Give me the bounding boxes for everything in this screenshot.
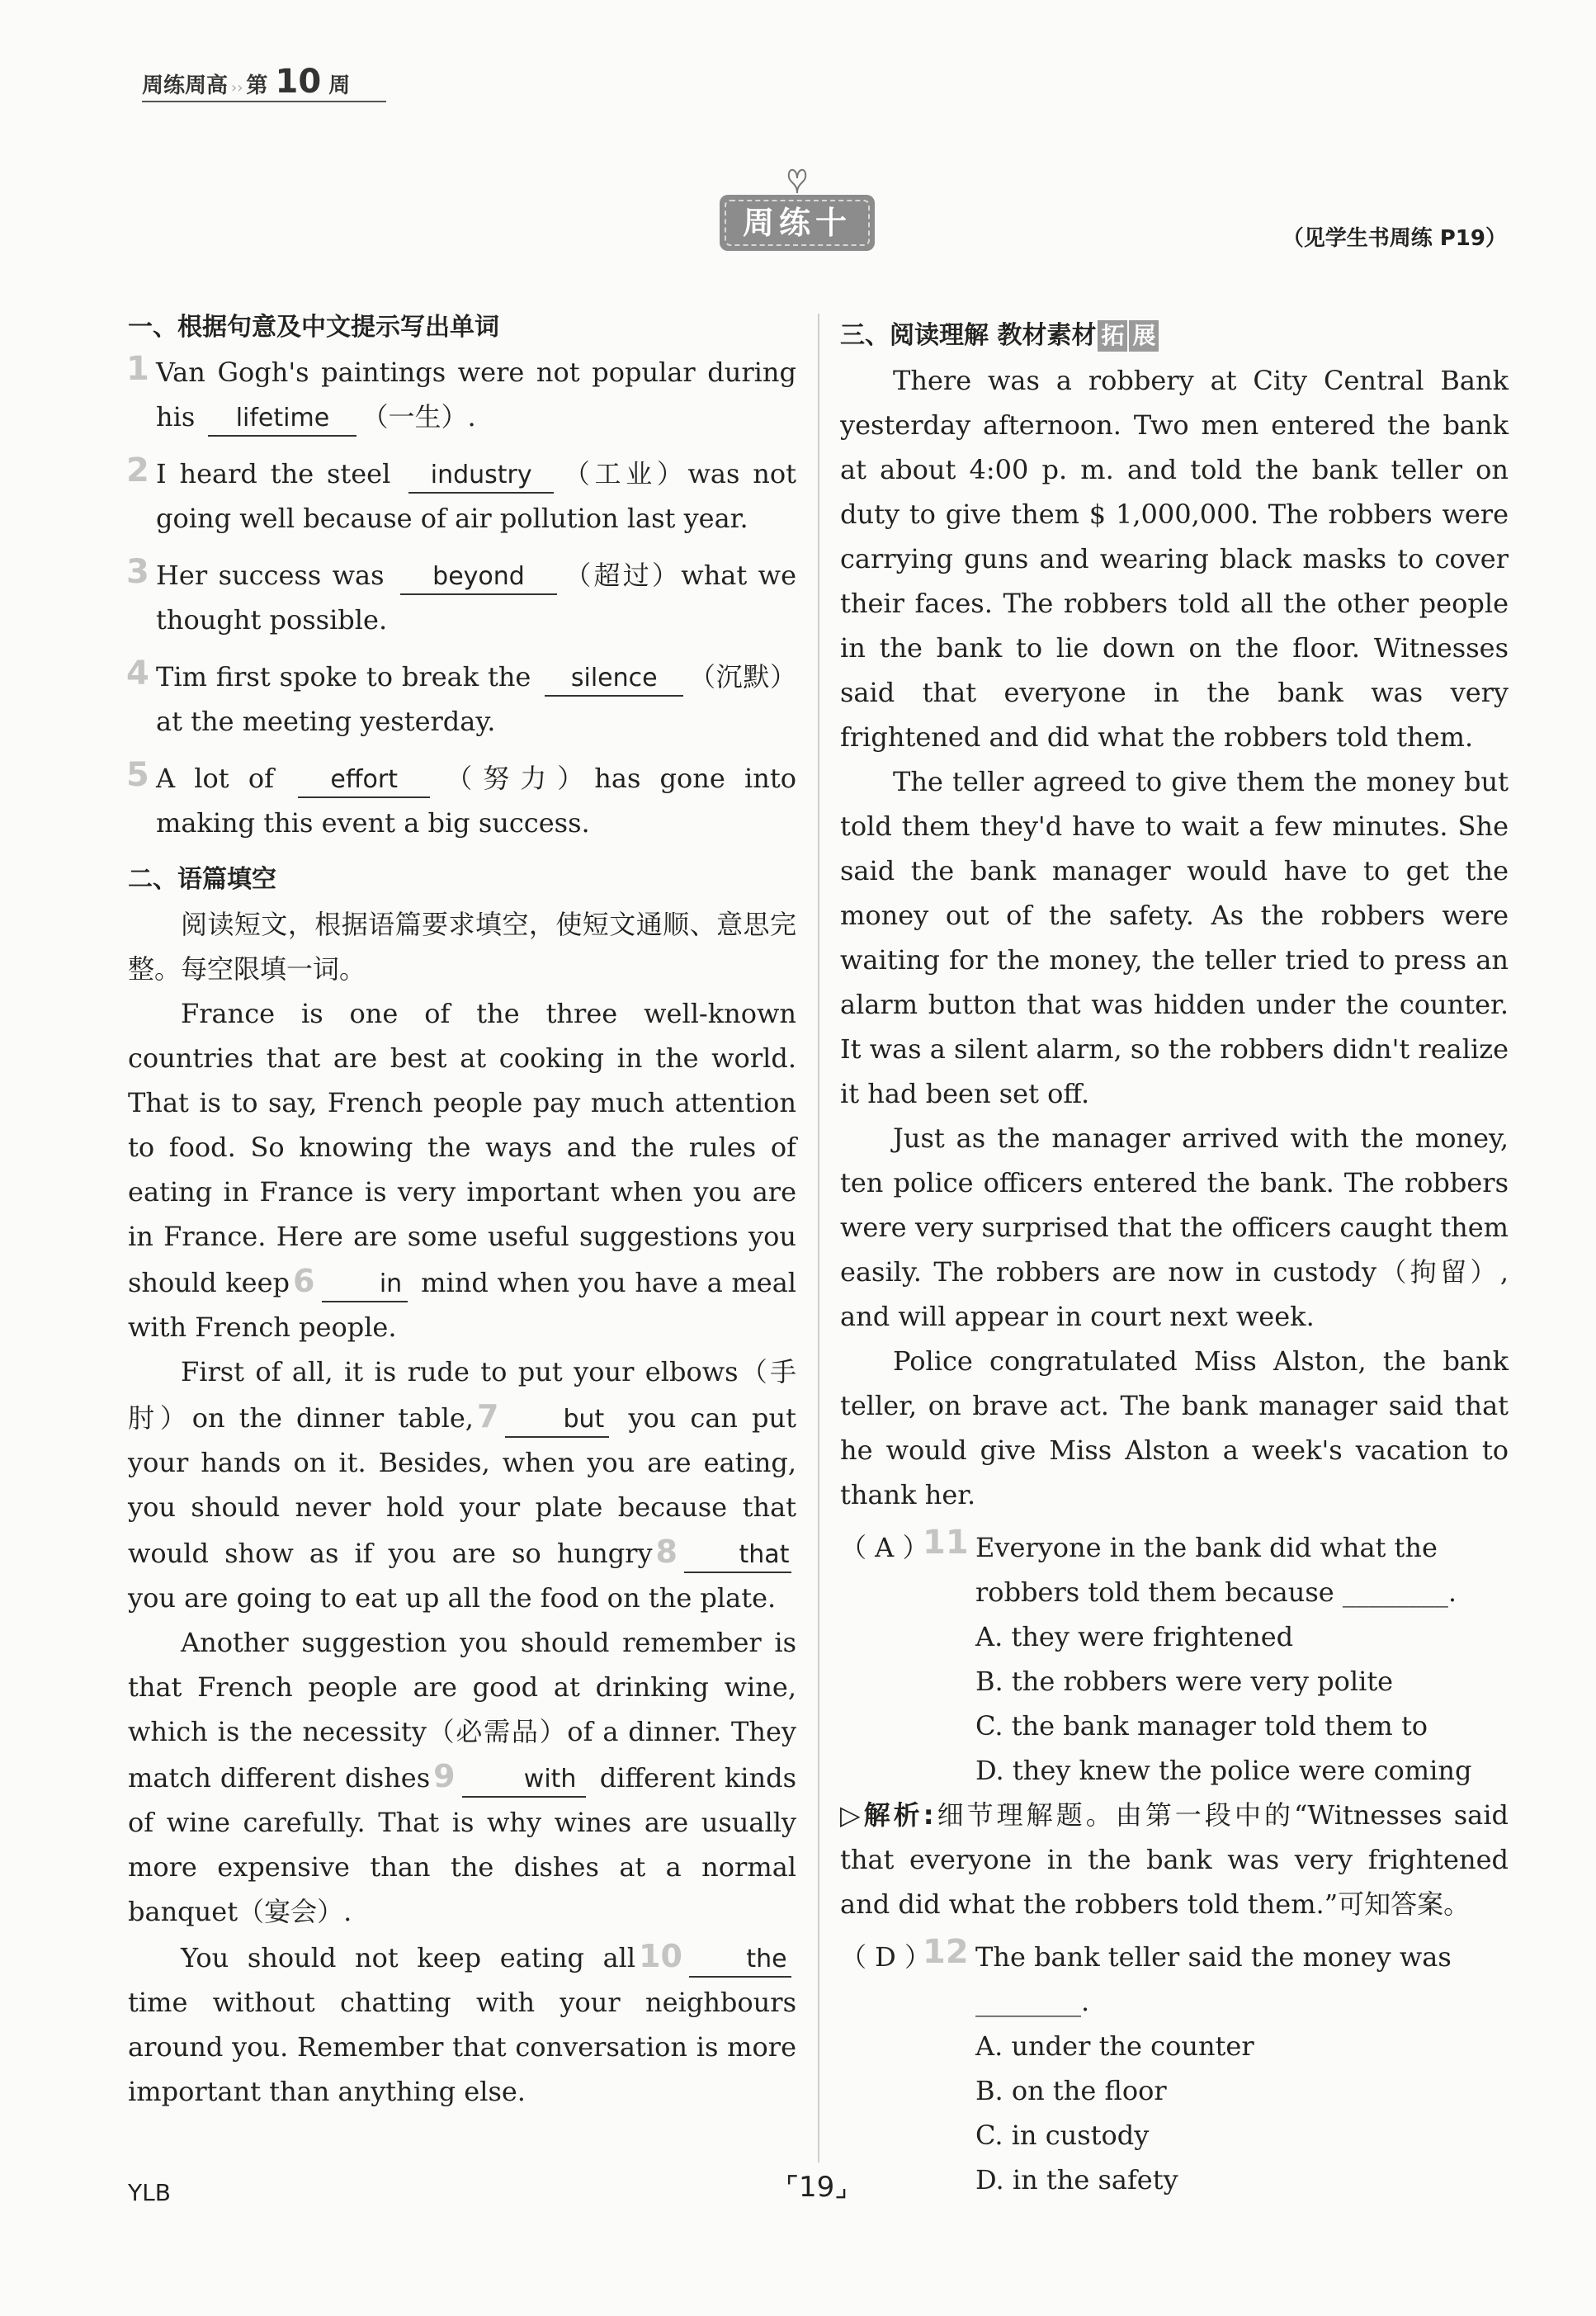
page-number: ⌜19⌟ — [786, 2171, 848, 2204]
question-number: 11 — [923, 1524, 969, 1562]
arrow-icon: ›› — [231, 79, 243, 97]
question-text: （一生）. — [361, 401, 476, 432]
left-column — [128, 305, 796, 2114]
option: C. in custody — [975, 2120, 1150, 2151]
passage-text: First of all, it is rude to put your elbows（手肘）on the dinner table, — [128, 1356, 796, 1434]
option: B. the robbers were very polite — [975, 1666, 1394, 1697]
analysis-text: 细节理解题。由第一段中的“Witnesses said that everyone in the bank was very frightened and did what the robbers told them.”可知答案。 — [840, 1799, 1509, 1920]
question-text: （工业）was not going well because of air pollution last year. — [156, 458, 796, 534]
question-item — [128, 451, 796, 541]
week-prefix: 第 — [246, 73, 268, 98]
extension-tag: 展 — [1129, 320, 1159, 352]
reading-paragraph: Just as the manager arrived with the money, ten police officers entered the bank. The robbers were very surprised that the officers caught them easily. The robbers are now in custody（拘留）, and will appear in court next week. — [840, 1123, 1509, 1332]
answer-blank: that — [684, 1538, 791, 1573]
blank-number: 10 — [639, 1938, 682, 1974]
exercise-title-badge: 周练十 — [720, 195, 875, 251]
passage-text: different kinds of wine carefully. That is why wines are usually more expensive than the dishes at a normal banquet（宴会）. — [128, 1762, 797, 1927]
question-text: A lot of — [156, 763, 274, 794]
mcq-question — [840, 1935, 1509, 2024]
question-number: 3 — [126, 553, 149, 591]
section1-heading: 一、根据句意及中文提示写出单词 — [128, 313, 499, 342]
question-number: 5 — [126, 756, 149, 794]
question-text: （超过）what we thought possible. — [156, 560, 797, 636]
option: C. the bank manager told them to — [975, 1710, 1428, 1742]
question-item — [128, 756, 796, 845]
option: D. they knew the police were coming — [975, 1755, 1472, 1786]
option: A. under the counter — [975, 2030, 1254, 2062]
reading-paragraph: The teller agreed to give them the money but told them they'd have to wait a few minutes. She said the bank manager would have to get the money out of the safety. As the robbers were waiting for the money, the teller tried to press an alarm button that was hidden under the counter. It was a silent alarm, so the robbers didn't realize it had been set off. — [840, 766, 1509, 1109]
mcq-question — [840, 1525, 1509, 1614]
reading-paragraph: Police congratulated Miss Alston, the bank teller, on brave act. The bank manager said that he would give Miss Alston a week's vacation to thank her. — [840, 1345, 1509, 1510]
question-number: 2 — [126, 451, 149, 489]
week-suffix: 周 — [328, 73, 351, 98]
blank-number: 6 — [293, 1263, 315, 1299]
analysis-note — [840, 1793, 1509, 1926]
question-item — [128, 655, 796, 744]
question-text: Tim first spoke to break the — [156, 661, 531, 692]
question-text: I heard the steel — [156, 458, 391, 489]
question-text: （沉默）at the meeting yesterday. — [156, 661, 797, 737]
passage-text: mind when you have a meal with French people. — [128, 1267, 797, 1343]
question-text: Van Gogh's paintings were not popular during his — [156, 357, 796, 432]
question-stem: The bank teller said the money was ________. — [975, 1941, 1452, 2017]
section2-heading: 二、语篇填空 — [128, 865, 276, 894]
passage-text: time without chatting with your neighbours around you. Remember that conversation is more important than anything else. — [128, 1987, 796, 2107]
instruction-text: 阅读短文，根据语篇要求填空，使短文通顺、意思完整。每空限填一词。 — [128, 909, 796, 985]
ribbon-knot-icon — [784, 165, 810, 193]
passage-paragraph — [128, 991, 796, 1349]
answer-blank: the — [689, 1943, 791, 1978]
column-divider — [818, 314, 819, 2162]
answer-mark: （ D ） — [840, 1941, 932, 1973]
right-column — [840, 314, 1509, 2202]
reading-paragraph: There was a robbery at City Central Bank yesterday afternoon. Two men entered the bank at about 4:00 p. m. and told the bank teller on duty to give them $ 1,000,000. The robbers were carrying guns and wearing black masks to cover their faces. The robbers told all the other people in the bank to lie down on the floor. Witnesses said that everyone in the bank was very frightened and did what the robbers told them. — [840, 365, 1509, 753]
question-item — [128, 553, 796, 642]
page-number-value: 19 — [798, 2171, 835, 2204]
question-stem: Everyone in the bank did what the robbers told them because ________. — [975, 1532, 1457, 1608]
question-text: Her success was — [156, 560, 385, 591]
answer-blank: industry — [408, 459, 554, 494]
question-number: 1 — [126, 350, 149, 388]
answer-blank: effort — [298, 763, 430, 798]
passage-text: you can put your hands on it. Besides, when you are eating, you should never hold your plate because that would show as if you are so hungry — [128, 1402, 797, 1569]
option: B. on the floor — [975, 2075, 1167, 2106]
answer-blank: beyond — [400, 560, 557, 595]
extension-tag: 拓 — [1098, 320, 1127, 352]
question-text: （努力）has gone into making this event a big success. — [156, 763, 797, 839]
blank-number: 9 — [433, 1758, 456, 1794]
analysis-label: ▷解析: — [840, 1799, 934, 1831]
answer-blank: lifetime — [208, 402, 357, 437]
passage-paragraph — [128, 1349, 796, 1620]
option: D. in the safety — [975, 2164, 1178, 2195]
question-item — [128, 350, 796, 439]
footer-code: YLB — [128, 2179, 171, 2206]
passage-text: You should not keep eating all — [181, 1942, 636, 1973]
passage-text: France is one of the three well-known countries that are best at cooking in the world. That is to say, French people pay much attention to food. So knowing the ways and the rules of eating in France is very important when you are in France. Here are some useful suggestions you should keep — [128, 998, 796, 1298]
week-number: 10 — [275, 63, 322, 101]
question-number: 12 — [923, 1933, 969, 1971]
blank-number: 7 — [476, 1398, 499, 1435]
reference-note: （见学生书周练 P19） — [1282, 226, 1507, 251]
blank-number: 8 — [655, 1534, 678, 1570]
passage-text: you are going to eat up all the food on the plate. — [128, 1582, 777, 1614]
answer-blank: but — [505, 1403, 609, 1438]
answer-mark: （ A ） — [840, 1532, 929, 1563]
passage-text: Another suggestion you should remember is that French people are good at drinking wine, which is the necessity（必需品）of a dinner. They match different dishes — [128, 1627, 796, 1794]
answer-blank: in — [322, 1268, 408, 1302]
passage-paragraph — [128, 1620, 796, 1934]
week-header — [142, 63, 350, 101]
answer-blank: silence — [545, 662, 683, 697]
section3-heading — [840, 314, 1509, 358]
option: A. they were frightened — [975, 1621, 1294, 1652]
section3-title: 三、阅读理解 — [840, 321, 989, 350]
answer-blank: with — [462, 1763, 586, 1798]
question-number: 4 — [126, 655, 149, 692]
series-label: 周练周高 — [142, 73, 229, 98]
passage-paragraph — [128, 1934, 796, 2114]
section3-subtitle: 教材素材 — [997, 321, 1097, 350]
header-underline — [142, 101, 386, 102]
